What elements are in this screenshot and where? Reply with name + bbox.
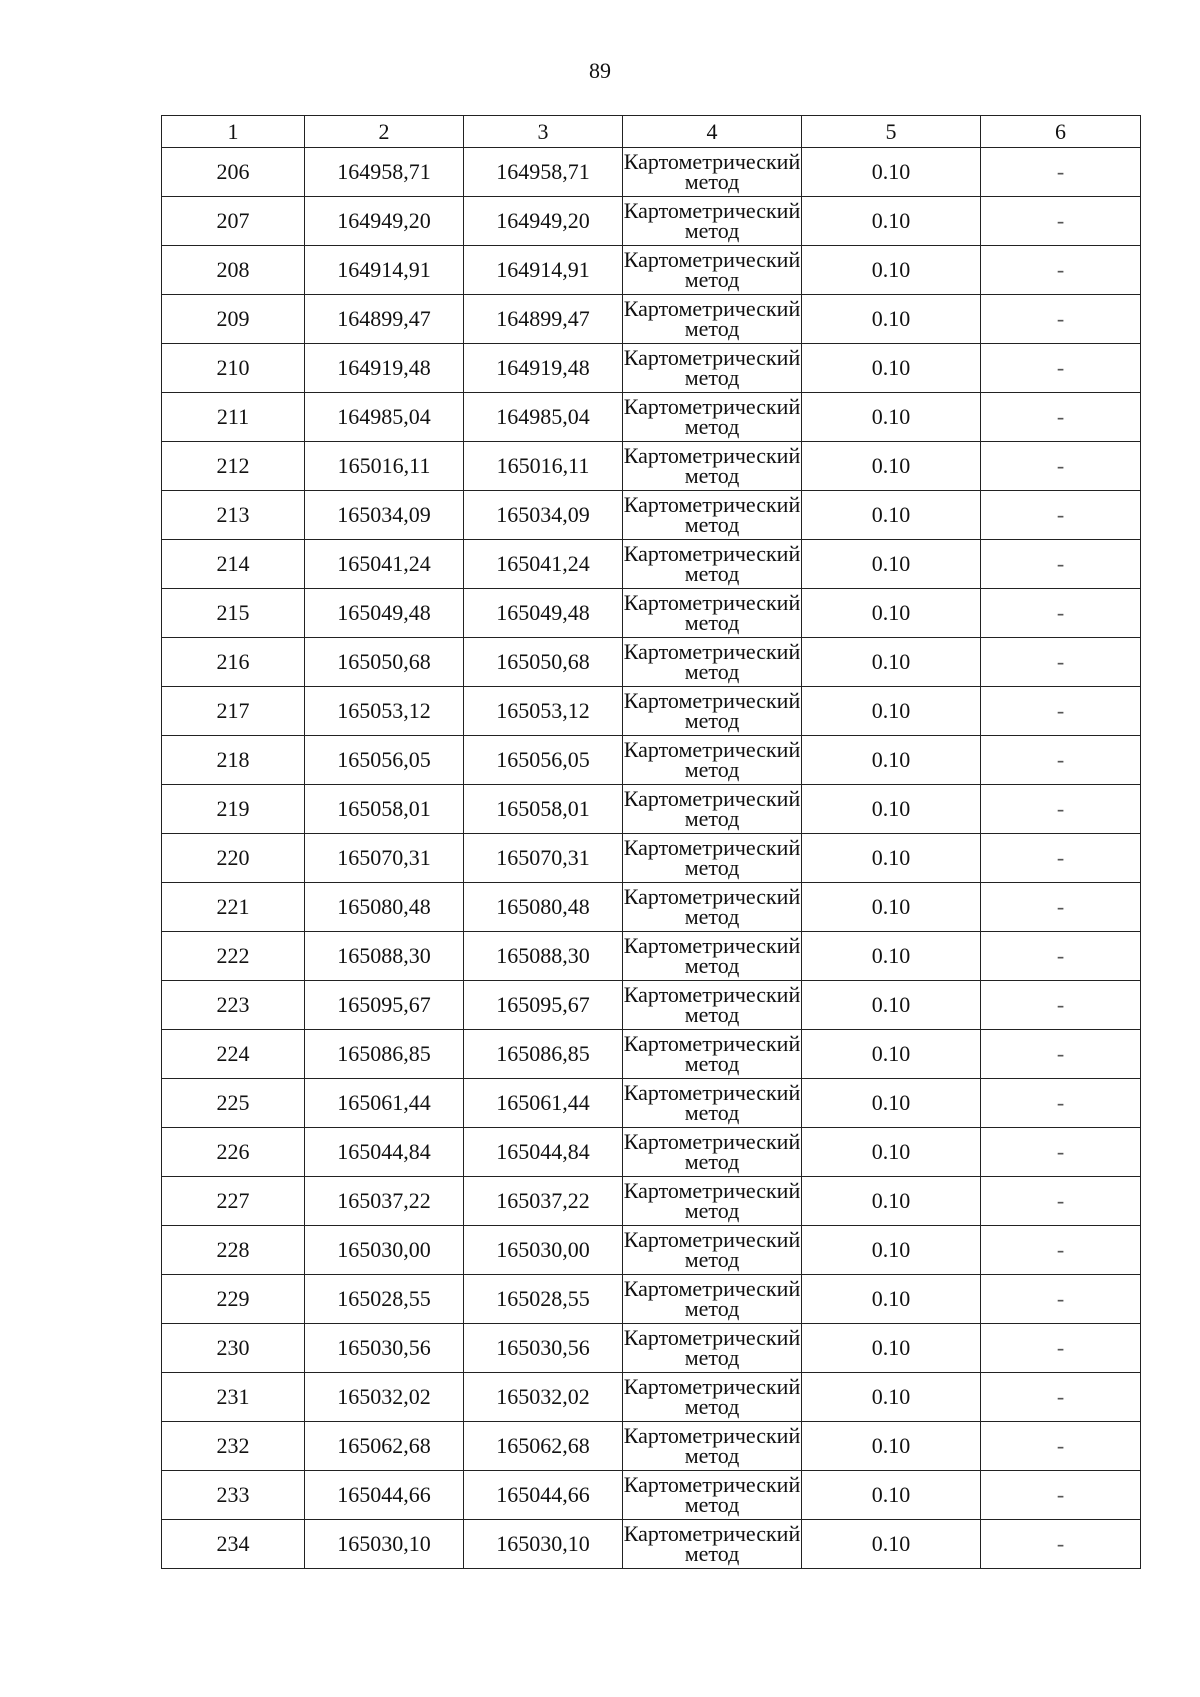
coordinate-x-cell: 164919,48 xyxy=(305,344,464,393)
method-cell xyxy=(623,1226,802,1275)
point-number-cell: 211 xyxy=(162,393,305,442)
accuracy-cell: 0.10 xyxy=(802,1373,981,1422)
coordinate-x-cell: 165062,68 xyxy=(305,1422,464,1471)
description-cell: - xyxy=(981,344,1141,393)
method-cell xyxy=(623,1079,802,1128)
method-line-1: Картометрический xyxy=(623,394,801,419)
coordinate-y-cell: 164949,20 xyxy=(464,197,623,246)
method-line-1: Картометрический xyxy=(623,1325,801,1350)
coordinate-x-cell: 165070,31 xyxy=(305,834,464,883)
table-row xyxy=(162,197,1141,246)
description-cell: - xyxy=(981,1422,1141,1471)
point-number-cell: 220 xyxy=(162,834,305,883)
description-cell: - xyxy=(981,785,1141,834)
description-cell: - xyxy=(981,1324,1141,1373)
description-cell: - xyxy=(981,393,1141,442)
coordinate-x-cell: 165041,24 xyxy=(305,540,464,589)
method-cell xyxy=(623,1128,802,1177)
description-cell: - xyxy=(981,1226,1141,1275)
method-line-1: Картометрический xyxy=(623,835,801,860)
description-cell: - xyxy=(981,1275,1141,1324)
coordinate-y-cell: 165049,48 xyxy=(464,589,623,638)
coordinate-y-cell: 164914,91 xyxy=(464,246,623,295)
method-cell xyxy=(623,1177,802,1226)
point-number-cell: 233 xyxy=(162,1471,305,1520)
method-line-2: метод xyxy=(684,365,740,390)
method-line-1: Картометрический xyxy=(623,296,801,321)
method-cell xyxy=(623,834,802,883)
method-line-2: метод xyxy=(684,806,740,831)
accuracy-cell: 0.10 xyxy=(802,393,981,442)
coordinate-y-cell: 165050,68 xyxy=(464,638,623,687)
table-row xyxy=(162,148,1141,197)
method-line-2: метод xyxy=(684,1296,740,1321)
method-line-2: метод xyxy=(684,757,740,782)
table-row xyxy=(162,540,1141,589)
coordinate-x-cell: 165058,01 xyxy=(305,785,464,834)
coordinate-y-cell: 164958,71 xyxy=(464,148,623,197)
accuracy-cell: 0.10 xyxy=(802,344,981,393)
point-number-cell: 232 xyxy=(162,1422,305,1471)
method-cell xyxy=(623,1471,802,1520)
column-header-6: 6 xyxy=(981,116,1141,148)
method-cell xyxy=(623,1422,802,1471)
coordinate-y-cell: 165062,68 xyxy=(464,1422,623,1471)
point-number-cell: 215 xyxy=(162,589,305,638)
method-cell xyxy=(623,981,802,1030)
table-row xyxy=(162,687,1141,736)
method-line-1: Картометрический xyxy=(623,1080,801,1105)
coordinate-x-cell: 164958,71 xyxy=(305,148,464,197)
accuracy-cell: 0.10 xyxy=(802,736,981,785)
accuracy-cell: 0.10 xyxy=(802,148,981,197)
method-line-1: Картометрический xyxy=(623,1178,801,1203)
table-row xyxy=(162,736,1141,785)
table-row xyxy=(162,1128,1141,1177)
method-cell xyxy=(623,1324,802,1373)
coordinate-y-cell: 165095,67 xyxy=(464,981,623,1030)
description-cell: - xyxy=(981,687,1141,736)
method-line-2: метод xyxy=(684,1149,740,1174)
method-line-1: Картометрический xyxy=(623,198,801,223)
coordinate-y-cell: 165034,09 xyxy=(464,491,623,540)
method-line-1: Картометрический xyxy=(623,933,801,958)
method-line-2: метод xyxy=(684,463,740,488)
description-cell: - xyxy=(981,1128,1141,1177)
accuracy-cell: 0.10 xyxy=(802,638,981,687)
coordinate-x-cell: 165034,09 xyxy=(305,491,464,540)
accuracy-cell: 0.10 xyxy=(802,834,981,883)
accuracy-cell: 0.10 xyxy=(802,932,981,981)
coordinate-y-cell: 164919,48 xyxy=(464,344,623,393)
coordinate-y-cell: 165016,11 xyxy=(464,442,623,491)
description-cell: - xyxy=(981,589,1141,638)
table-row xyxy=(162,1422,1141,1471)
method-line-2: метод xyxy=(684,1051,740,1076)
description-cell: - xyxy=(981,932,1141,981)
accuracy-cell: 0.10 xyxy=(802,295,981,344)
table-row xyxy=(162,1079,1141,1128)
table-body xyxy=(162,148,1141,1569)
coordinate-x-cell: 165028,55 xyxy=(305,1275,464,1324)
description-cell: - xyxy=(981,1079,1141,1128)
method-cell xyxy=(623,932,802,981)
coordinate-x-cell: 165044,66 xyxy=(305,1471,464,1520)
coordinate-y-cell: 165070,31 xyxy=(464,834,623,883)
column-header-4: 4 xyxy=(623,116,802,148)
coordinate-y-cell: 165030,56 xyxy=(464,1324,623,1373)
method-cell xyxy=(623,344,802,393)
method-line-2: метод xyxy=(684,316,740,341)
table-row xyxy=(162,442,1141,491)
description-cell: - xyxy=(981,736,1141,785)
table-row xyxy=(162,1324,1141,1373)
method-line-1: Картометрический xyxy=(623,1276,801,1301)
method-line-1: Картометрический xyxy=(623,247,801,272)
table-row xyxy=(162,1520,1141,1569)
method-line-1: Картометрический xyxy=(623,149,801,174)
method-cell xyxy=(623,246,802,295)
description-cell: - xyxy=(981,981,1141,1030)
coordinate-y-cell: 165037,22 xyxy=(464,1177,623,1226)
method-cell xyxy=(623,393,802,442)
coordinate-x-cell: 165086,85 xyxy=(305,1030,464,1079)
description-cell: - xyxy=(981,883,1141,932)
coordinate-y-cell: 165041,24 xyxy=(464,540,623,589)
table-row xyxy=(162,883,1141,932)
coordinate-y-cell: 164985,04 xyxy=(464,393,623,442)
table-row xyxy=(162,295,1141,344)
coordinate-y-cell: 165044,66 xyxy=(464,1471,623,1520)
method-cell xyxy=(623,442,802,491)
method-line-1: Картометрический xyxy=(623,982,801,1007)
accuracy-cell: 0.10 xyxy=(802,1226,981,1275)
description-cell: - xyxy=(981,1373,1141,1422)
method-line-2: метод xyxy=(684,953,740,978)
table-row xyxy=(162,932,1141,981)
coordinate-x-cell: 165044,84 xyxy=(305,1128,464,1177)
table-row xyxy=(162,1030,1141,1079)
method-line-1: Картометрический xyxy=(623,1374,801,1399)
coordinate-y-cell: 165080,48 xyxy=(464,883,623,932)
point-number-cell: 223 xyxy=(162,981,305,1030)
method-line-1: Картометрический xyxy=(623,345,801,370)
method-line-2: метод xyxy=(684,1002,740,1027)
column-header-5: 5 xyxy=(802,116,981,148)
point-number-cell: 234 xyxy=(162,1520,305,1569)
method-line-1: Картометрический xyxy=(623,639,801,664)
method-line-1: Картометрический xyxy=(623,1129,801,1154)
method-line-2: метод xyxy=(684,1198,740,1223)
point-number-cell: 213 xyxy=(162,491,305,540)
method-line-2: метод xyxy=(684,1394,740,1419)
method-line-1: Картометрический xyxy=(623,590,801,615)
accuracy-cell: 0.10 xyxy=(802,1177,981,1226)
method-line-1: Картометрический xyxy=(623,688,801,713)
accuracy-cell: 0.10 xyxy=(802,785,981,834)
description-cell: - xyxy=(981,1030,1141,1079)
description-cell: - xyxy=(981,638,1141,687)
method-cell xyxy=(623,1030,802,1079)
method-line-2: метод xyxy=(684,708,740,733)
method-line-1: Картометрический xyxy=(623,1227,801,1252)
method-line-2: метод xyxy=(684,1492,740,1517)
method-cell xyxy=(623,687,802,736)
coordinate-x-cell: 165016,11 xyxy=(305,442,464,491)
method-cell xyxy=(623,1373,802,1422)
coordinates-table xyxy=(161,115,1141,1569)
coordinate-x-cell: 165030,10 xyxy=(305,1520,464,1569)
method-cell xyxy=(623,638,802,687)
method-cell xyxy=(623,736,802,785)
coordinate-y-cell: 165061,44 xyxy=(464,1079,623,1128)
method-line-1: Картометрический xyxy=(623,492,801,517)
method-line-2: метод xyxy=(684,169,740,194)
header-row xyxy=(162,116,1141,148)
description-cell: - xyxy=(981,491,1141,540)
description-cell: - xyxy=(981,295,1141,344)
coordinate-x-cell: 164914,91 xyxy=(305,246,464,295)
method-line-2: метод xyxy=(684,610,740,635)
description-cell: - xyxy=(981,540,1141,589)
description-cell: - xyxy=(981,1520,1141,1569)
table-row xyxy=(162,246,1141,295)
method-cell xyxy=(623,1275,802,1324)
accuracy-cell: 0.10 xyxy=(802,1422,981,1471)
accuracy-cell: 0.10 xyxy=(802,1471,981,1520)
method-cell xyxy=(623,785,802,834)
accuracy-cell: 0.10 xyxy=(802,246,981,295)
method-line-2: метод xyxy=(684,414,740,439)
accuracy-cell: 0.10 xyxy=(802,442,981,491)
method-line-1: Картометрический xyxy=(623,1521,801,1546)
coordinate-y-cell: 165056,05 xyxy=(464,736,623,785)
point-number-cell: 231 xyxy=(162,1373,305,1422)
accuracy-cell: 0.10 xyxy=(802,1030,981,1079)
point-number-cell: 206 xyxy=(162,148,305,197)
coordinate-x-cell: 164949,20 xyxy=(305,197,464,246)
method-line-1: Картометрический xyxy=(623,1472,801,1497)
coordinate-y-cell: 165086,85 xyxy=(464,1030,623,1079)
method-line-2: метод xyxy=(684,267,740,292)
method-cell xyxy=(623,540,802,589)
description-cell: - xyxy=(981,197,1141,246)
method-cell xyxy=(623,295,802,344)
point-number-cell: 221 xyxy=(162,883,305,932)
point-number-cell: 222 xyxy=(162,932,305,981)
coordinate-x-cell: 165080,48 xyxy=(305,883,464,932)
accuracy-cell: 0.10 xyxy=(802,1520,981,1569)
coordinate-x-cell: 164985,04 xyxy=(305,393,464,442)
method-cell xyxy=(623,1520,802,1569)
table-row xyxy=(162,491,1141,540)
accuracy-cell: 0.10 xyxy=(802,687,981,736)
method-line-1: Картометрический xyxy=(623,737,801,762)
point-number-cell: 209 xyxy=(162,295,305,344)
method-line-1: Картометрический xyxy=(623,1423,801,1448)
table-row xyxy=(162,344,1141,393)
table-row xyxy=(162,589,1141,638)
method-cell xyxy=(623,589,802,638)
point-number-cell: 216 xyxy=(162,638,305,687)
coordinate-x-cell: 165030,00 xyxy=(305,1226,464,1275)
method-line-2: метод xyxy=(684,659,740,684)
point-number-cell: 214 xyxy=(162,540,305,589)
coordinate-y-cell: 165058,01 xyxy=(464,785,623,834)
method-line-2: метод xyxy=(684,561,740,586)
point-number-cell: 208 xyxy=(162,246,305,295)
method-line-2: метод xyxy=(684,512,740,537)
method-line-2: метод xyxy=(684,218,740,243)
method-cell xyxy=(623,148,802,197)
method-line-2: метод xyxy=(684,1443,740,1468)
method-cell xyxy=(623,883,802,932)
accuracy-cell: 0.10 xyxy=(802,197,981,246)
coordinate-x-cell: 165061,44 xyxy=(305,1079,464,1128)
accuracy-cell: 0.10 xyxy=(802,491,981,540)
table-row xyxy=(162,1373,1141,1422)
table-row xyxy=(162,393,1141,442)
coordinate-y-cell: 165032,02 xyxy=(464,1373,623,1422)
point-number-cell: 229 xyxy=(162,1275,305,1324)
page-number: 89 xyxy=(589,58,611,83)
column-header-3: 3 xyxy=(464,116,623,148)
description-cell: - xyxy=(981,834,1141,883)
table-row xyxy=(162,1177,1141,1226)
coordinate-y-cell: 165028,55 xyxy=(464,1275,623,1324)
method-line-1: Картометрический xyxy=(623,443,801,468)
coordinate-y-cell: 165053,12 xyxy=(464,687,623,736)
method-cell xyxy=(623,491,802,540)
accuracy-cell: 0.10 xyxy=(802,540,981,589)
coordinate-x-cell: 165053,12 xyxy=(305,687,464,736)
description-cell: - xyxy=(981,1471,1141,1520)
column-header-2: 2 xyxy=(305,116,464,148)
description-cell: - xyxy=(981,442,1141,491)
point-number-cell: 224 xyxy=(162,1030,305,1079)
accuracy-cell: 0.10 xyxy=(802,589,981,638)
point-number-cell: 227 xyxy=(162,1177,305,1226)
coordinate-y-cell: 165030,10 xyxy=(464,1520,623,1569)
method-line-1: Картометрический xyxy=(623,884,801,909)
coordinate-x-cell: 165056,05 xyxy=(305,736,464,785)
accuracy-cell: 0.10 xyxy=(802,1275,981,1324)
point-number-cell: 210 xyxy=(162,344,305,393)
point-number-cell: 225 xyxy=(162,1079,305,1128)
method-line-2: метод xyxy=(684,1541,740,1566)
point-number-cell: 207 xyxy=(162,197,305,246)
table-row xyxy=(162,785,1141,834)
accuracy-cell: 0.10 xyxy=(802,883,981,932)
coordinate-y-cell: 165044,84 xyxy=(464,1128,623,1177)
method-line-1: Картометрический xyxy=(623,1031,801,1056)
coordinate-x-cell: 165050,68 xyxy=(305,638,464,687)
coordinate-x-cell: 165049,48 xyxy=(305,589,464,638)
method-line-1: Картометрический xyxy=(623,541,801,566)
method-line-1: Картометрический xyxy=(623,786,801,811)
coordinate-x-cell: 165088,30 xyxy=(305,932,464,981)
description-cell: - xyxy=(981,1177,1141,1226)
coordinate-y-cell: 165088,30 xyxy=(464,932,623,981)
coordinate-x-cell: 165032,02 xyxy=(305,1373,464,1422)
coordinate-x-cell: 165095,67 xyxy=(305,981,464,1030)
accuracy-cell: 0.10 xyxy=(802,1079,981,1128)
point-number-cell: 226 xyxy=(162,1128,305,1177)
table-row xyxy=(162,1275,1141,1324)
point-number-cell: 219 xyxy=(162,785,305,834)
table-row xyxy=(162,638,1141,687)
accuracy-cell: 0.10 xyxy=(802,1128,981,1177)
method-line-2: метод xyxy=(684,1100,740,1125)
method-line-2: метод xyxy=(684,1247,740,1272)
method-cell xyxy=(623,197,802,246)
table-row xyxy=(162,1471,1141,1520)
point-number-cell: 230 xyxy=(162,1324,305,1373)
accuracy-cell: 0.10 xyxy=(802,1324,981,1373)
point-number-cell: 212 xyxy=(162,442,305,491)
method-line-2: метод xyxy=(684,904,740,929)
table-row xyxy=(162,1226,1141,1275)
coordinate-x-cell: 164899,47 xyxy=(305,295,464,344)
coordinate-x-cell: 165030,56 xyxy=(305,1324,464,1373)
point-number-cell: 217 xyxy=(162,687,305,736)
table-row xyxy=(162,981,1141,1030)
coordinate-y-cell: 164899,47 xyxy=(464,295,623,344)
description-cell: - xyxy=(981,148,1141,197)
coordinate-y-cell: 165030,00 xyxy=(464,1226,623,1275)
accuracy-cell: 0.10 xyxy=(802,981,981,1030)
description-cell: - xyxy=(981,246,1141,295)
column-header-1: 1 xyxy=(162,116,305,148)
point-number-cell: 228 xyxy=(162,1226,305,1275)
point-number-cell: 218 xyxy=(162,736,305,785)
method-line-2: метод xyxy=(684,855,740,880)
table-row xyxy=(162,834,1141,883)
method-line-2: метод xyxy=(684,1345,740,1370)
coordinate-x-cell: 165037,22 xyxy=(305,1177,464,1226)
